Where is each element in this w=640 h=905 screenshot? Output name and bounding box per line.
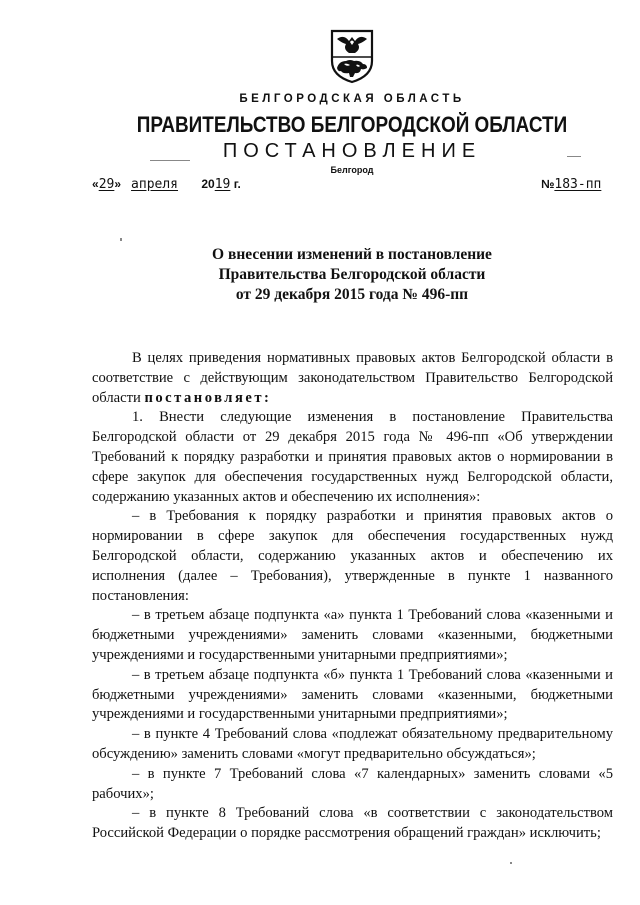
title-line-3: от 29 декабря 2015 года № 496-пп bbox=[235, 286, 469, 303]
title-line-2: Правительства Белгородской области bbox=[218, 266, 486, 283]
region-name: БЕЛГОРОДСКАЯ ОБЛАСТЬ bbox=[239, 93, 465, 105]
scan-mark bbox=[150, 160, 190, 161]
date-year-abbr: г. bbox=[233, 177, 241, 191]
document-city: Белгород bbox=[330, 165, 374, 175]
document-title bbox=[0, 245, 640, 305]
resolves-word: постановляет: bbox=[144, 389, 272, 406]
scan-mark bbox=[567, 156, 581, 157]
paragraph-preamble bbox=[92, 349, 613, 408]
date-year-suffix: 19 bbox=[214, 177, 231, 192]
date-open-quote: « bbox=[92, 177, 99, 191]
scan-mark bbox=[120, 238, 122, 241]
document-body bbox=[92, 349, 613, 844]
paragraph-amendment-7: – в пункте 7 Требований слова «7 календарных» заменить словами «5 рабочих»; bbox=[92, 765, 613, 802]
paragraph-amendment-1b: – в третьем абзаце подпункта «б» пункта 1 Требований слова «казенными и бюджетными учреждениями» заменить словами «казенными, бюджетными учреждениями и государственными унитарными предприятиями»; bbox=[92, 666, 613, 723]
preamble-text: В целях приведения нормативных правовых актов Белгородской области в соответствие с действующим законодательством Правительство Белгородской области bbox=[92, 350, 613, 406]
government-name: ПРАВИТЕЛЬСТВО БЕЛГОРОДСКОЙ ОБЛАСТИ bbox=[136, 112, 568, 137]
date-close-quote: » bbox=[114, 177, 122, 191]
title-line-1: О внесении изменений в постановление bbox=[212, 246, 492, 263]
paragraph-requirements: – в Требования к порядку разработки и принятия правовых актов о нормировании в сфере закупок для обеспечения государственных нужд Белгородской области, содержанию указанных актов и обеспечению их исполнения (далее – Требования), утвержденные в пункте 1 названного постановления: bbox=[92, 508, 613, 604]
number-sign: № bbox=[541, 177, 555, 191]
paragraph-item-1: 1. Внести следующие изменения в постановление Правительства Белгородской области от 29 декабря 2015 года № 496-пп «Об утверждении Требований к порядку разработки и принятия правовых актов о нормировании в сфере закупок для обеспечения государственных нужд Белгородской области, содержанию указанных актов и обеспечению их исполнения»: bbox=[92, 409, 613, 505]
scan-mark bbox=[510, 862, 512, 864]
coat-of-arms-emblem bbox=[327, 28, 377, 84]
paragraph-amendment-4: – в пункте 4 Требований слова «подлежат обязательному предварительному обсуждению» заменить словами «могут предварительно обсуждаться»; bbox=[92, 726, 613, 762]
date-day: 29 bbox=[98, 177, 115, 192]
document-number bbox=[541, 177, 601, 192]
document-date bbox=[92, 177, 241, 192]
paragraph-amendment-1a: – в третьем абзаце подпункта «а» пункта 1 Требований слова «казенными и бюджетными учреждениями» заменить словами «казенными, бюджетными учреждениями и государственными унитарными предприятиями»; bbox=[92, 607, 613, 663]
document-type: ПОСТАНОВЛЕНИЕ bbox=[222, 140, 482, 162]
paragraph-amendment-8: – в пункте 8 Требований слова «в соответствии с законодательством Российской Федерации о порядке рассмотрения обращений граждан» исключить; bbox=[92, 805, 613, 842]
date-year-prefix: 20 bbox=[201, 177, 215, 191]
number-value: 183-пп bbox=[554, 177, 602, 192]
date-month: апреля bbox=[131, 177, 179, 192]
